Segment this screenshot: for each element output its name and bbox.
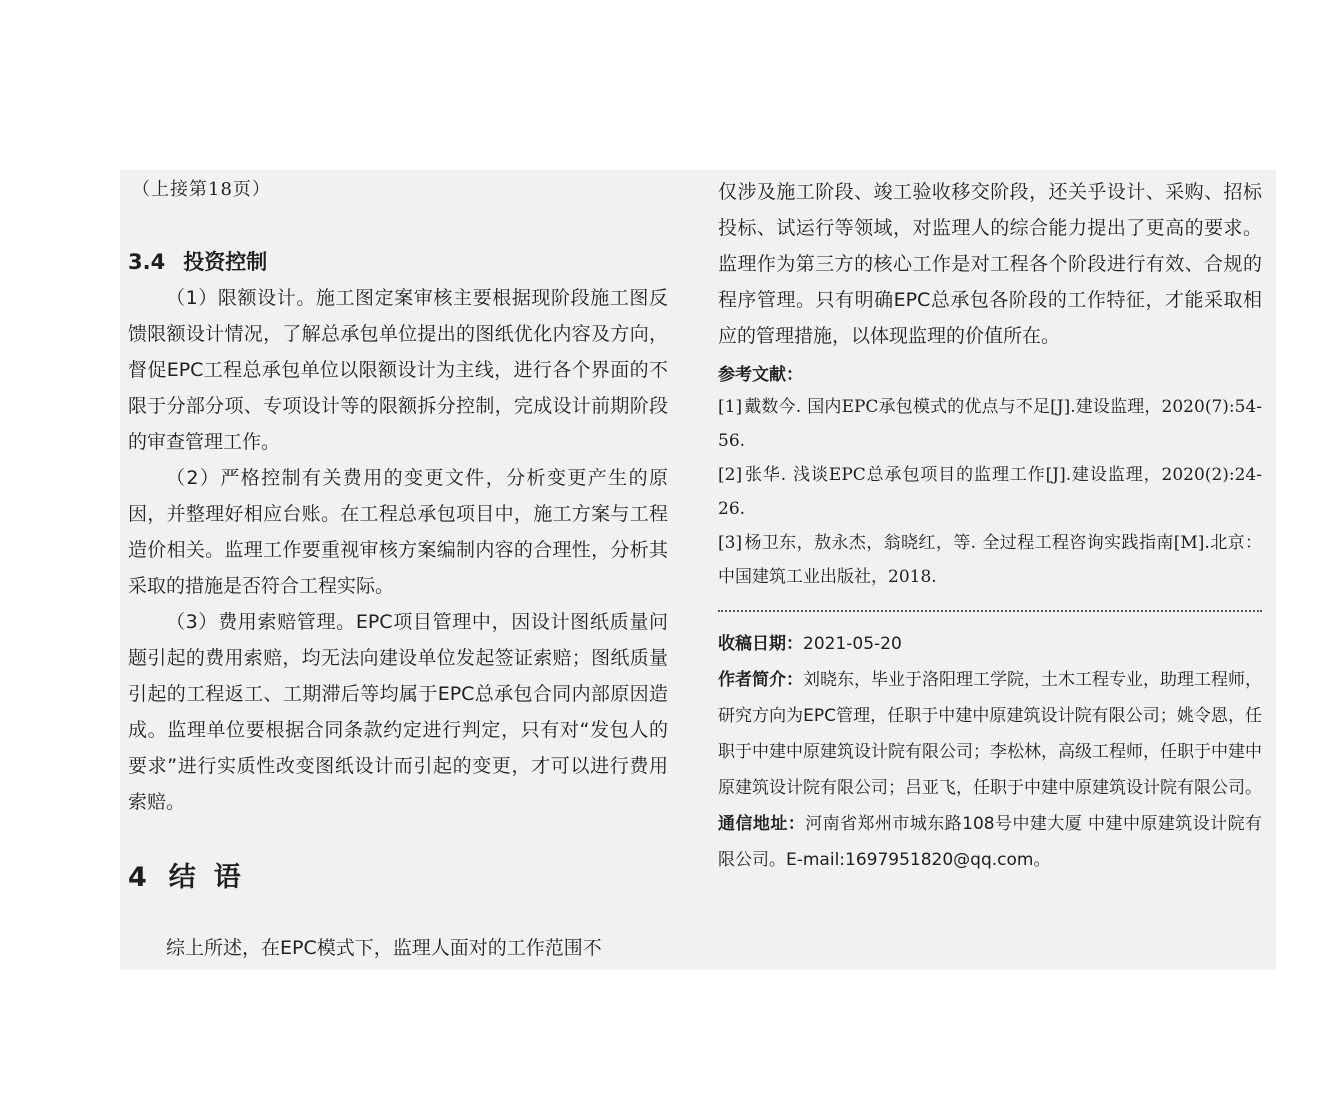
section-number: 3.4	[128, 250, 166, 274]
reference-list	[718, 390, 1262, 594]
paragraph-quota-design: （1）限额设计。施工图定案审核主要根据现阶段施工图反馈限额设计情况，了解总承包单位提出的图纸优化内容及方向，督促EPC工程总承包单位以限额设计为主线，进行各个界面的不限于分部分项、专项设计等的限额拆分控制，完成设计前期阶段的审查管理工作。	[128, 287, 668, 453]
left-column	[128, 174, 668, 966]
conclusion-paragraph-start: 综上所述，在EPC模式下，监理人面对的工作范围不	[166, 937, 602, 959]
references-heading: 参考文献：	[718, 365, 803, 385]
reference-item	[718, 458, 1262, 526]
mailing-address-text: 河南省郑州市城东路108号中建大厦 中建中原建筑设计院有限公司。E-mail:1697951820@qq.com。	[718, 814, 1263, 870]
section-title: 投资控制	[183, 250, 268, 274]
author-bio	[718, 662, 1262, 806]
mailing-address-label: 通信地址：	[718, 814, 806, 834]
section-title-char: 结	[168, 862, 198, 893]
reference-body: 全过程工程咨询实践指南[M].北京：中国建筑工业出版社，2018.	[718, 533, 1262, 587]
section-title-char: 语	[213, 862, 243, 893]
author-bio-text: 刘晓东，毕业于洛阳理工学院，土木工程专业，助理工程师，研究方向为EPC管理，任职于中建中原建筑设计院有限公司；姚令恩，任职于中建中原建筑设计院有限公司；李松林，高级工程师，任职于中建中原建筑设计院有限公司；吕亚飞，任职于中建中原建筑设计院有限公司。	[718, 670, 1262, 798]
reference-authors: 杨卫东，敖永杰，翁晓红，等.	[744, 533, 977, 553]
reference-index: [3]	[718, 533, 743, 553]
conclusion-paragraph-continued: 仅涉及施工阶段、竣工验收移交阶段，还关乎设计、采购、招标投标、试运行等领域，对监理人的综合能力提出了更高的要求。监理作为第三方的核心工作是对工程各个阶段进行有效、合规的程序管理。只有明确EPC总承包各阶段的工作特征，才能采取相应的管理措施，以体现监理的价值所在。	[718, 181, 1262, 347]
received-date-value: 2021-05-20	[803, 634, 902, 654]
reference-item	[718, 390, 1262, 458]
dotted-divider	[718, 610, 1262, 612]
mailing-address	[718, 806, 1262, 878]
reference-authors: 戴数今.	[744, 397, 802, 417]
reference-index: [2]	[718, 465, 743, 485]
reference-authors: 张华.	[744, 465, 787, 485]
reference-index: [1]	[718, 397, 743, 417]
received-date	[718, 626, 1262, 662]
received-date-label: 收稿日期：	[718, 634, 803, 654]
reference-body: 国内EPC承包模式的优点与不足[J].建设监理，2020(7):54-56.	[718, 397, 1262, 451]
reference-body: 浅谈EPC总承包项目的监理工作[J].建设监理，2020(2):24-26.	[718, 465, 1262, 519]
section-number: 4	[128, 862, 149, 893]
continued-from-note: （上接第18页）	[132, 179, 271, 200]
section-4-heading	[128, 858, 668, 898]
reference-item	[718, 526, 1262, 594]
right-column	[718, 174, 1262, 878]
paragraph-change-control: （2）严格控制有关费用的变更文件，分析变更产生的原因，并整理好相应台账。在工程总承包项目中，施工方案与工程造价相关。监理工作要重视审核方案编制内容的合理性，分析其采取的措施是否符合工程实际。	[128, 467, 668, 597]
author-bio-label: 作者简介：	[718, 670, 803, 690]
paragraph-claims-management: （3）费用索赔管理。EPC项目管理中，因设计图纸质量问题引起的费用索赔，均无法向建设单位发起签证索赔；图纸质量引起的工程返工、工期滞后等均属于EPC总承包合同内部原因造成。监理单位要根据合同条款约定进行判定，只有对“发包人的要求”进行实质性改变图纸设计而引起的变更，才可以进行费用索赔。	[128, 611, 668, 813]
section-3-4-heading	[128, 246, 668, 278]
